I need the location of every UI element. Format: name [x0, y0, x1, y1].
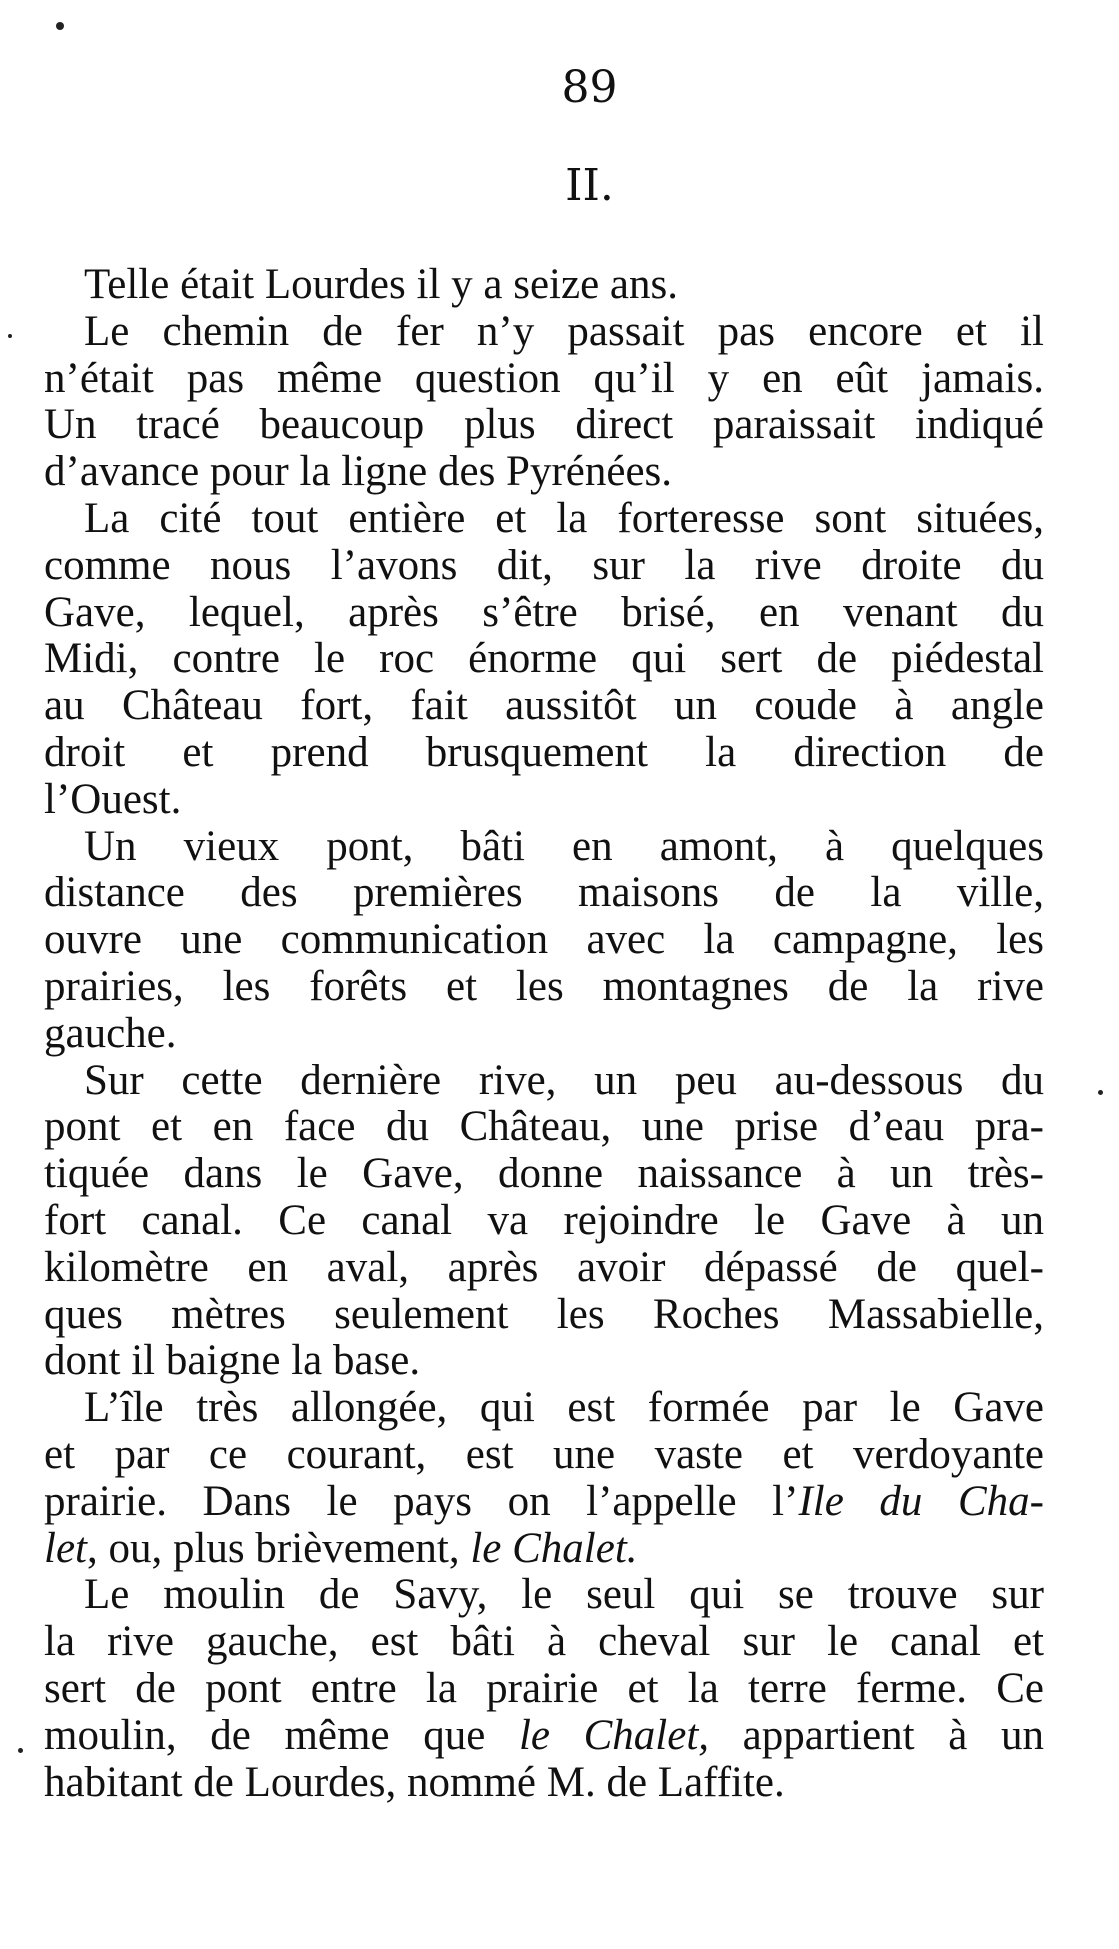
text-line: d’avance pour la ligne des Pyrénées.: [44, 449, 673, 496]
scan-speck: [18, 1748, 23, 1753]
text-line: la rive gauche, est bâti à cheval sur le canal et: [44, 1619, 1044, 1666]
text-line: Midi, contre le roc énorme qui sert de piédestal: [44, 636, 1044, 683]
italic-text: let: [44, 1525, 87, 1572]
text-line: fort canal. Ce canal va rejoindre le Gave à un: [44, 1197, 1044, 1244]
text-line: Le chemin de fer n’y passait pas encore et il: [84, 308, 1044, 355]
text-line: Un vieux pont, bâti en amont, à quelques: [84, 823, 1044, 870]
scan-speck: [56, 22, 64, 30]
italic-text: Ile du Cha-: [798, 1478, 1044, 1525]
text-line: distance des premières maisons de la ville,: [44, 870, 1044, 917]
text-line: [44, 1526, 1044, 1573]
text-line: Un tracé beaucoup plus direct paraissait indiqué: [44, 402, 1044, 449]
text-line: tiquée dans le Gave, donne naissance à un très-: [44, 1151, 1044, 1198]
text-line: [44, 1479, 1044, 1526]
text-line: L’île très allongée, qui est formée par le Gave: [84, 1385, 1044, 1432]
text-line: droit et prend brusquement la direction de: [44, 729, 1044, 776]
text-line: prairies, les forêts et les montagnes de la rive: [44, 963, 1044, 1010]
text-line: Sur cette dernière rive, un peu au-dessous du: [84, 1057, 1044, 1104]
text-line: Le moulin de Savy, le seul qui se trouve sur: [84, 1572, 1044, 1619]
scan-speck: [8, 334, 12, 338]
text-line: pont et en face du Château, une prise d’eau pra-: [44, 1104, 1044, 1151]
text-line: comme nous l’avons dit, sur la rive droite du: [44, 542, 1044, 589]
text-line: n’était pas même question qu’il y en eût jamais.: [44, 355, 1044, 402]
chapter-heading: II.: [565, 160, 614, 211]
text-line: kilomètre en aval, après avoir dépassé de quel-: [44, 1244, 1044, 1291]
text-line: Gave, lequel, après s’être brisé, en venant du: [44, 589, 1044, 636]
text-line: Telle était Lourdes il y a seize ans.: [84, 262, 678, 308]
italic-text: le Chalet.: [470, 1525, 638, 1572]
text-line: [44, 1713, 1044, 1760]
text-line: l’Ouest.: [44, 776, 182, 823]
text-line: ouvre une communication avec la campagne, les: [44, 917, 1044, 964]
text-line: au Château fort, fait aussitôt un coude à angle: [44, 683, 1044, 730]
italic-text: le Chalet,: [518, 1712, 710, 1759]
text-line: dont il baigne la base.: [44, 1338, 421, 1385]
body-text: [44, 262, 1044, 1806]
text-segment: , ou, plus brièvement,: [86, 1525, 471, 1572]
text-line: ques mètres seulement les Roches Massabielle,: [44, 1291, 1044, 1338]
text-segment: moulin, de même que: [44, 1712, 519, 1759]
text-line: habitant de Lourdes, nommé M. de Laffite.: [44, 1759, 785, 1806]
text-line: gauche.: [44, 1010, 177, 1057]
page-number: 89: [561, 62, 618, 113]
text-segment: appartient à un: [709, 1712, 1044, 1759]
text-line: sert de pont entre la prairie et la terre ferme. Ce: [44, 1665, 1044, 1712]
scan-speck: [1098, 1090, 1103, 1095]
text-line: et par ce courant, est une vaste et verdoyante: [44, 1431, 1044, 1478]
text-line: La cité tout entière et la forteresse sont situées,: [84, 495, 1044, 542]
text-segment: prairie. Dans le pays on l’appelle l’: [44, 1478, 799, 1525]
